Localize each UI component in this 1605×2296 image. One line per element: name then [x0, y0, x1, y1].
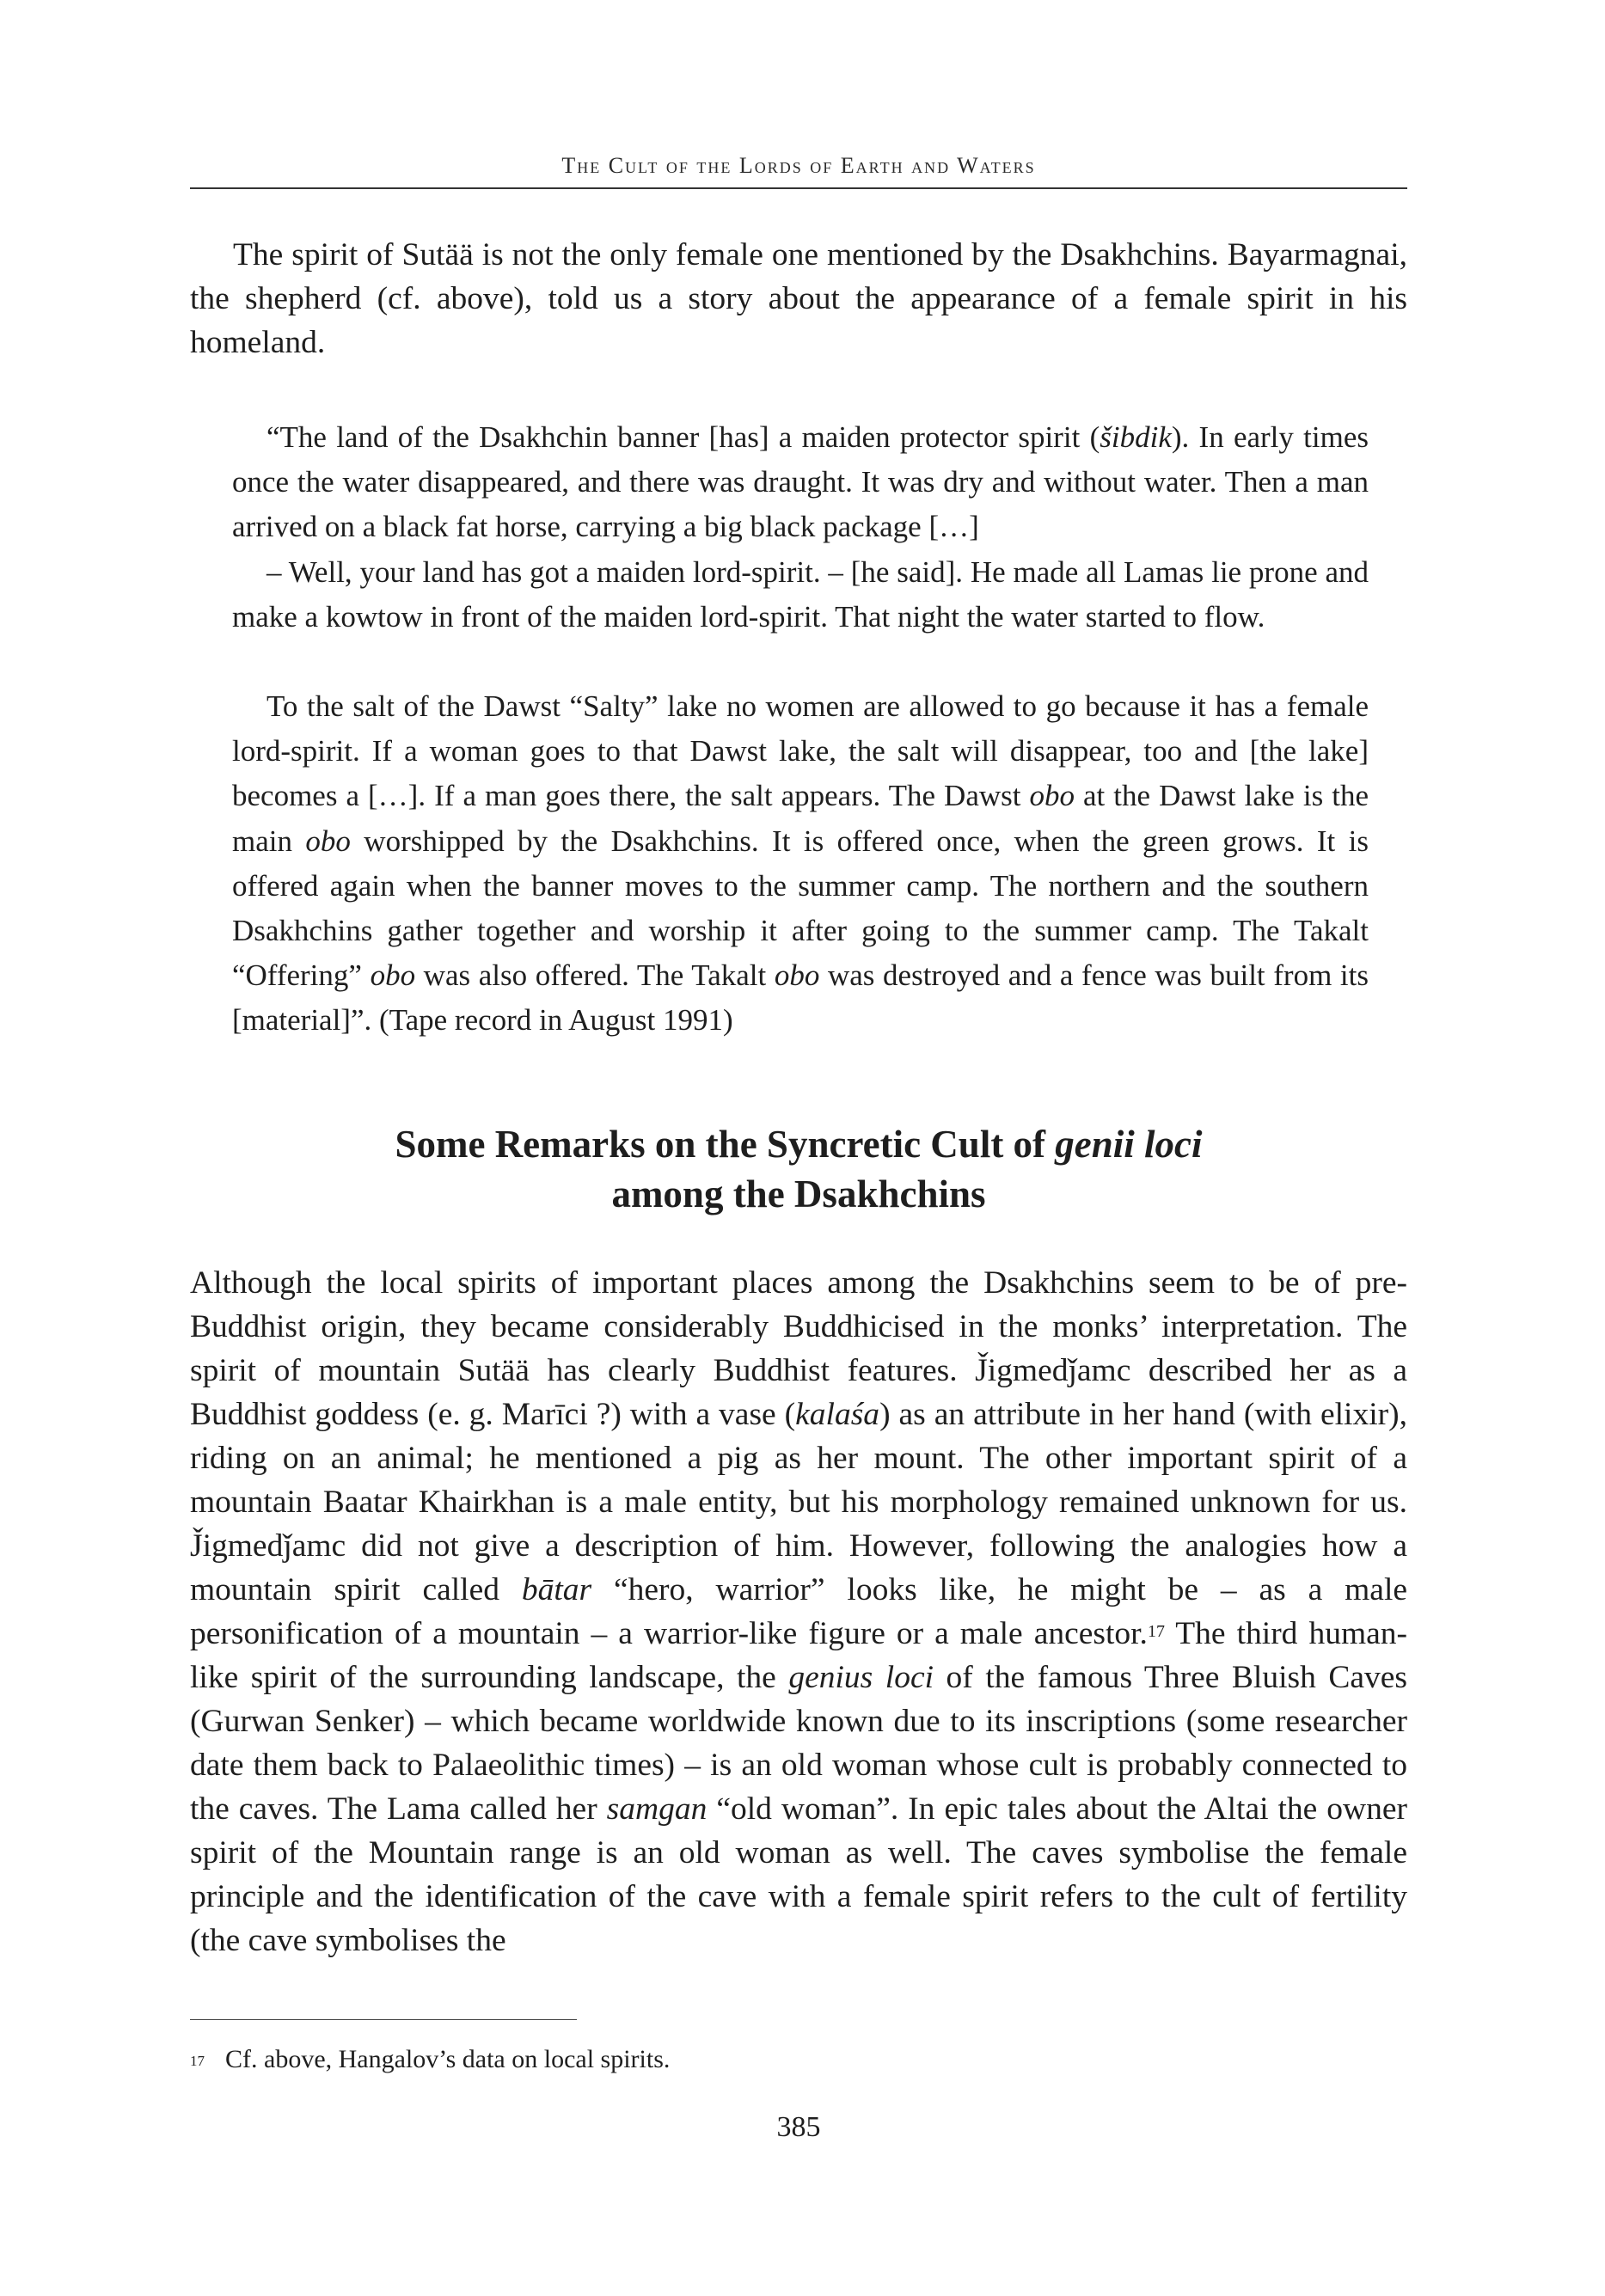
intro-paragraph — [190, 233, 1407, 364]
body-term-samgan: samgan — [606, 1791, 708, 1827]
quote-term-obo: obo — [1029, 779, 1075, 813]
body-text: of the famous Three Bluish Caves (Gurwan Senker) – which became worldwide known due to its inscriptions (some researcher date them back to Palaeolithic times) – is an old woman whose cult is probably connected to the caves. The Lama called her — [190, 1660, 1407, 1827]
body-text: Although the local spirits of important places among the Dsakhchins seem to be of pre-Buddhist origin, they became considerably Buddhicised in the monks’ interpretation. The spirit of mountain Sutää has clearly Buddhist features. J̌igmedǰamc described her as a Buddhist goddess (e. g. Marīci ?) with a vase ( — [190, 1265, 1407, 1432]
running-head: The Cult of the Lords of Earth and Waters — [561, 153, 1036, 178]
quote-text: at the Dawst lake is the main — [232, 779, 1369, 858]
body-term-batar: bātar — [521, 1572, 592, 1607]
intro-text: The spirit of Sutää is not the only female one mentioned by the Dsakhchins. Bayarmagnai, the shepherd (cf. above), told us a story about the appearance of a female spirit in his homeland. — [190, 237, 1407, 360]
body-paragraph — [190, 1261, 1407, 1962]
footnote-reference[interactable]: 17 — [1147, 1622, 1165, 1641]
body-term-kalasa: kalaśa — [795, 1397, 880, 1432]
header-rule — [190, 187, 1407, 189]
footnote-number: 17 — [190, 2053, 205, 2069]
page-number: 385 — [776, 2111, 821, 2143]
quote-term-obo: obo — [774, 958, 820, 993]
quote-paragraph-1 — [232, 415, 1369, 550]
quote-term-sibdik: šibdik — [1100, 420, 1172, 454]
body-text: ) as an attribute in her hand (with elixir), riding on an animal; he mentioned a pig as her mount. The other important spirit of a mountain Baatar Khairkhan is a male entity, but his morphology remained unknown for us. J̌igmedǰamc did not give a description of him. However, following the analogies how a mountain spirit called — [190, 1397, 1407, 1607]
quote-text: – Well, your land has got a maiden lord-spirit. – [he said]. He made all Lamas lie prone and make a kowtow in front of the maiden lord-spirit. That night the water started to flow. — [232, 555, 1369, 634]
quote-term-obo: obo — [370, 958, 416, 993]
section-heading-text: Some Remarks on the Syncretic Cult of — [395, 1123, 1056, 1166]
quote-text: was destroyed and a fence was built from its [material]”. (Tape record in August 1991) — [232, 958, 1369, 1038]
body-term-genius-loci: genius loci — [788, 1660, 934, 1695]
section-heading — [190, 1119, 1407, 1219]
quote-paragraph-3 — [232, 684, 1369, 1044]
quote-text: was also offered. The Takalt — [415, 958, 775, 993]
section-heading-text: among the Dsakhchins — [611, 1172, 986, 1215]
quote-text: worshipped by the Dsakhchins. It is offered once, when the green grows. It is offered again when the banner moves to the summer camp. The northern and the southern Dsakhchins gather together and worship it after going to the summer camp. The Takalt “Offering” — [232, 823, 1369, 993]
quote-text: “The land of the Dsakhchin banner [has] a maiden protector spirit ( — [266, 420, 1100, 454]
quote-term-obo: obo — [305, 823, 351, 858]
body-text: The third human-like spirit of the surrounding landscape, the — [190, 1616, 1407, 1695]
section-heading-term: genii loci — [1055, 1123, 1203, 1166]
quote-paragraph-2 — [232, 550, 1369, 640]
body-text: “hero, warrior” looks like, he might be – as a male personification of a mountain – a warrior-like figure or a male ancestor. — [190, 1572, 1408, 1651]
footnote — [190, 2042, 1407, 2077]
footnote-text: Cf. above, Hangalov’s data on local spirits. — [225, 2045, 671, 2073]
footnote-rule — [190, 2019, 577, 2020]
quote-text: ). In early times once the water disappeared, and there was draught. It was dry and without water. Then a man arrived on a black fat horse, carrying a big black package […] — [232, 420, 1369, 544]
body-text: “old woman”. In epic tales about the Altai the owner spirit of the Mountain range is an old woman as well. The caves symbolise the female principle and the identification of the cave with a female spirit refers to the cult of fertility (the cave symbolises the — [190, 1791, 1407, 1958]
quote-text: To the salt of the Dawst “Salty” lake no women are allowed to go because it has a female lord-spirit. If a woman goes to that Dawst lake, the salt will disappear, too and [the lake] becomes a […]. If a man goes there, the salt appears. The Dawst — [232, 689, 1369, 813]
